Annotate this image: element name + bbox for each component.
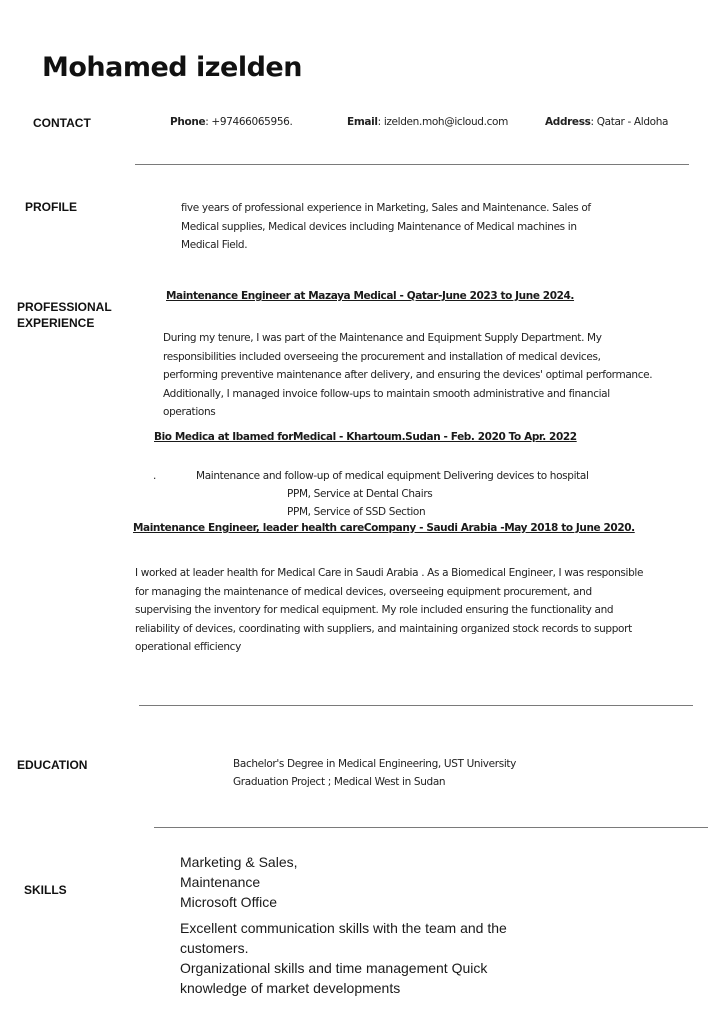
job-description-line: PPM, Service of SSD Section bbox=[287, 506, 426, 518]
skill-item: Excellent communication skills with the team and the bbox=[180, 920, 507, 936]
job-title: Bio Medica at Ibamed forMedical - Khartoum.Sudan - Feb. 2020 To Apr. 2022 bbox=[154, 431, 577, 443]
job-description-line: responsibilities included overseeing the procurement and installation of medical devices, bbox=[163, 350, 601, 363]
skill-item: Marketing & Sales, bbox=[180, 854, 298, 870]
education-project: Graduation Project ; Medical West in Sudan bbox=[233, 776, 446, 788]
job-description-line: operational efficiency bbox=[135, 641, 241, 653]
email-label: Email bbox=[347, 116, 378, 128]
profile-heading: PROFILE bbox=[25, 200, 78, 214]
job-description-line: Maintenance and follow-up of medical equipment Delivering devices to hospital bbox=[196, 470, 589, 482]
education-degree: Bachelor's Degree in Medical Engineering, UST University bbox=[233, 758, 517, 770]
email-field bbox=[347, 113, 508, 132]
job-description-line: During my tenure, I was part of the Maintenance and Equipment Supply Department. My bbox=[163, 332, 602, 344]
experience-heading bbox=[17, 299, 112, 331]
candidate-name: Mohamed izelden bbox=[42, 52, 302, 83]
profile-line: five years of professional experience in Marketing, Sales and Maintenance. Sales of bbox=[181, 202, 591, 214]
skill-item: Microsoft Office bbox=[180, 894, 277, 910]
job-description-line: for managing the maintenance of medical devices, overseeing equipment procurement, and bbox=[135, 585, 592, 598]
skill-item: Organizational skills and time management Quick bbox=[180, 960, 488, 976]
divider-contact bbox=[135, 164, 689, 165]
job-description bbox=[135, 564, 720, 657]
divider-experience bbox=[139, 705, 693, 706]
address-value: : Qatar - Aldoha bbox=[590, 116, 669, 128]
profile-text bbox=[181, 199, 701, 255]
education-heading: EDUCATION bbox=[17, 758, 88, 772]
job-title: Maintenance Engineer at Mazaya Medical - Qatar-June 2023 to June 2024. bbox=[166, 290, 575, 302]
job-description-line: Additionally, I managed invoice follow-ups to maintain smooth administrative and financial bbox=[163, 387, 610, 400]
phone-field bbox=[170, 113, 292, 132]
divider-education bbox=[154, 827, 708, 828]
address-field bbox=[545, 113, 668, 132]
skill-item: customers. bbox=[180, 940, 249, 956]
experience-heading-line: PROFESSIONAL bbox=[17, 300, 112, 314]
contact-heading: CONTACT bbox=[33, 116, 91, 130]
skills-list bbox=[180, 852, 700, 998]
skill-item: knowledge of market developments bbox=[180, 980, 401, 996]
profile-line: Medical supplies, Medical devices including Maintenance of Medical machines in bbox=[181, 220, 577, 233]
job-description bbox=[163, 329, 723, 422]
job-bullet: . bbox=[153, 470, 156, 482]
address-label: Address bbox=[545, 116, 591, 128]
job-description-line: supervising the inventory for medical equipment. My role included ensuring the functionality and bbox=[135, 604, 614, 616]
skills-heading: SKILLS bbox=[24, 883, 67, 897]
job-description-line: reliability of devices, coordinating with suppliers, and maintaining organized stock records to support bbox=[135, 622, 632, 635]
job-description-line: I worked at leader health for Medical Care in Saudi Arabia . As a Biomedical Engineer, I was responsible bbox=[135, 567, 644, 579]
job-title: Maintenance Engineer, leader health careCompany - Saudi Arabia -May 2018 to June 2020. bbox=[133, 522, 635, 534]
job-description-line: performing preventive maintenance after delivery, and ensuring the devices' optimal performance. bbox=[163, 369, 653, 381]
experience-heading-line: EXPERIENCE bbox=[17, 316, 95, 330]
phone-label: Phone bbox=[170, 116, 206, 128]
email-value: : izelden.moh@icloud.com bbox=[377, 116, 508, 128]
phone-value: : +97466065956. bbox=[205, 116, 293, 128]
job-description-line: operations bbox=[163, 406, 216, 418]
profile-line: Medical Field. bbox=[181, 239, 248, 251]
job-description-line: PPM, Service at Dental Chairs bbox=[287, 488, 433, 500]
skill-item: Maintenance bbox=[180, 874, 261, 890]
